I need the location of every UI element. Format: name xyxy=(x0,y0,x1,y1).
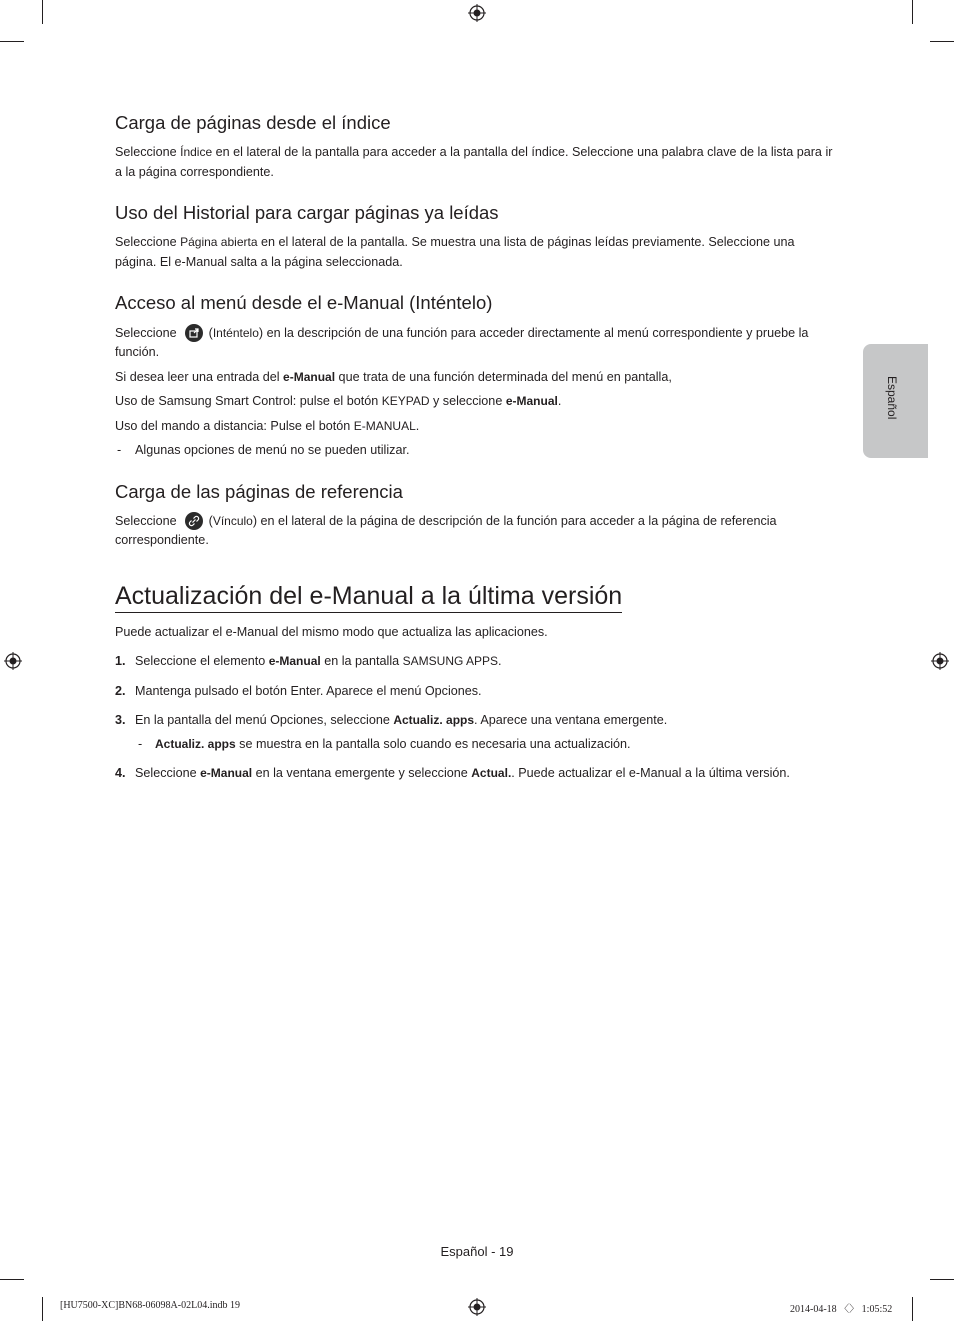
crop-mark xyxy=(0,41,24,42)
text: . Puede actualizar el e-Manual a la última versión. xyxy=(511,766,790,781)
text: . xyxy=(415,418,420,433)
section-paragraph xyxy=(115,143,835,182)
registration-mark-icon xyxy=(4,652,22,670)
section-title: Uso del Historial para cargar páginas ya leídas xyxy=(115,202,499,224)
page-content xyxy=(115,112,835,794)
crop-mark xyxy=(930,1279,954,1280)
note xyxy=(115,441,835,461)
section-title: Acceso al menú desde el e-Manual (Inténtelo) xyxy=(115,292,493,314)
text: en la ventana emergente y seleccione xyxy=(252,766,472,781)
link-icon xyxy=(185,512,203,530)
text: en el lateral de la pantalla para acceder a la pantalla del índice. Seleccione una palabra clave de la lista para ir a la página correspondiente. xyxy=(115,145,833,179)
section-title: Carga de páginas desde el índice xyxy=(115,112,391,133)
try-now-icon xyxy=(185,324,203,342)
print-footer-timestamp: 2014-04-18 〈〉 1:05:52 xyxy=(790,1304,893,1315)
label: Uso de Samsung Smart Control xyxy=(115,394,293,409)
menu-term: Actualiz. apps xyxy=(155,736,236,751)
crop-mark xyxy=(42,0,43,24)
menu-term: e-Manual xyxy=(283,369,336,384)
text: Seleccione xyxy=(135,766,201,781)
section-reference xyxy=(115,481,835,551)
text: : Pulse el botón xyxy=(263,418,354,433)
list-item xyxy=(115,764,835,784)
intro-paragraph: Puede actualizar el e-Manual del mismo modo que actualiza las aplicaciones. xyxy=(115,624,548,639)
dash: - xyxy=(117,443,122,458)
text: : pulse el botón xyxy=(292,394,382,409)
label: Uso del mando a distancia xyxy=(115,418,264,433)
section-paragraph: Seleccione (Vínculo) en el lateral de la página de descripción de la función para acceder a la página de referencia correspondiente. xyxy=(115,513,777,548)
text: En la pantalla del menú Opciones, seleccione xyxy=(135,713,394,728)
step-number: 4. xyxy=(115,766,126,781)
text: . xyxy=(557,394,562,409)
dash: - xyxy=(138,736,143,751)
registration-mark-icon xyxy=(931,652,949,670)
text: y seleccione xyxy=(429,394,506,409)
language-tab-label: Español xyxy=(885,376,899,420)
registration-mark-icon xyxy=(468,4,486,22)
menu-term: Actual. xyxy=(471,766,512,781)
button-term: KEYPAD xyxy=(381,394,430,409)
note-text: se muestra en la pantalla solo cuando es necesaria una actualización. xyxy=(235,736,631,751)
text: Seleccione xyxy=(115,235,181,250)
section-index xyxy=(115,112,835,182)
section-paragraph: Seleccione (Inténtelo) en la descripción de una función para acceder directamente al menú correspondiente y pruebe la función. xyxy=(115,325,809,360)
print-footer-file: [HU7500-XC]BN68-06098A-02L04.indb 19 xyxy=(60,1300,240,1311)
crop-mark xyxy=(912,0,913,24)
language-tab xyxy=(863,344,928,458)
text: que trata de una función determinada del menú en pantalla, xyxy=(335,369,672,384)
list-item xyxy=(115,711,835,754)
text: ) en la descripción de una función para acceder directamente al menú correspondiente y pruebe la función. xyxy=(115,325,809,360)
note-text: Algunas opciones de menú no se pueden utilizar. xyxy=(135,443,410,458)
text: en el lateral de la pantalla. Se muestra una lista de páginas leídas previamente. Seleccione una página. El e-Manual salta a la página seleccionada. xyxy=(115,235,795,269)
text: Mantenga pulsado el botón Enter. Aparece el menú Opciones. xyxy=(135,683,482,698)
menu-term: Página abierta xyxy=(180,235,258,250)
section-paragraph xyxy=(115,392,835,412)
page-number: Español - 19 xyxy=(440,1244,514,1259)
crop-mark xyxy=(0,1279,24,1280)
text: en la pantalla xyxy=(320,654,403,669)
menu-term: Inténtelo xyxy=(212,325,259,340)
section-paragraph xyxy=(115,233,835,272)
crop-mark xyxy=(912,1297,913,1321)
page-title: Actualización del e-Manual a la última versión xyxy=(115,581,622,613)
section-title: Carga de las páginas de referencia xyxy=(115,480,403,502)
menu-term: e-Manual xyxy=(268,654,321,669)
step-number: 3. xyxy=(115,713,126,728)
crop-mark xyxy=(42,1297,43,1321)
section-try-now xyxy=(115,292,835,460)
list-item xyxy=(115,682,835,702)
text: Seleccione xyxy=(115,513,177,528)
text: . xyxy=(498,654,502,669)
step-number: 1. xyxy=(115,654,126,669)
text: Seleccione xyxy=(115,145,181,160)
menu-term: e-Manual xyxy=(200,766,253,781)
menu-term: Índice xyxy=(180,145,213,160)
menu-term: Vínculo xyxy=(212,513,253,528)
step-number: 2. xyxy=(115,683,126,698)
text: . Aparece una ventana emergente. xyxy=(474,713,668,728)
menu-term: Actualiz. apps xyxy=(393,713,475,728)
crop-mark xyxy=(930,41,954,42)
section-paragraph xyxy=(115,417,835,437)
menu-term: SAMSUNG APPS xyxy=(402,654,499,669)
text: ) en el lateral de la página de descripción de la función para acceder a la página de referencia correspondiente. xyxy=(115,513,777,548)
note xyxy=(135,735,835,755)
steps-list xyxy=(115,652,835,784)
text: Si desea leer una entrada del xyxy=(115,369,284,384)
text: Seleccione xyxy=(115,325,177,340)
text: Seleccione el elemento xyxy=(135,654,269,669)
menu-term: e-Manual xyxy=(505,394,558,409)
registration-mark-icon xyxy=(468,1298,486,1316)
list-item xyxy=(115,652,835,672)
button-term: E-MANUAL xyxy=(353,418,416,433)
section-paragraph xyxy=(115,368,835,388)
section-history xyxy=(115,202,835,272)
